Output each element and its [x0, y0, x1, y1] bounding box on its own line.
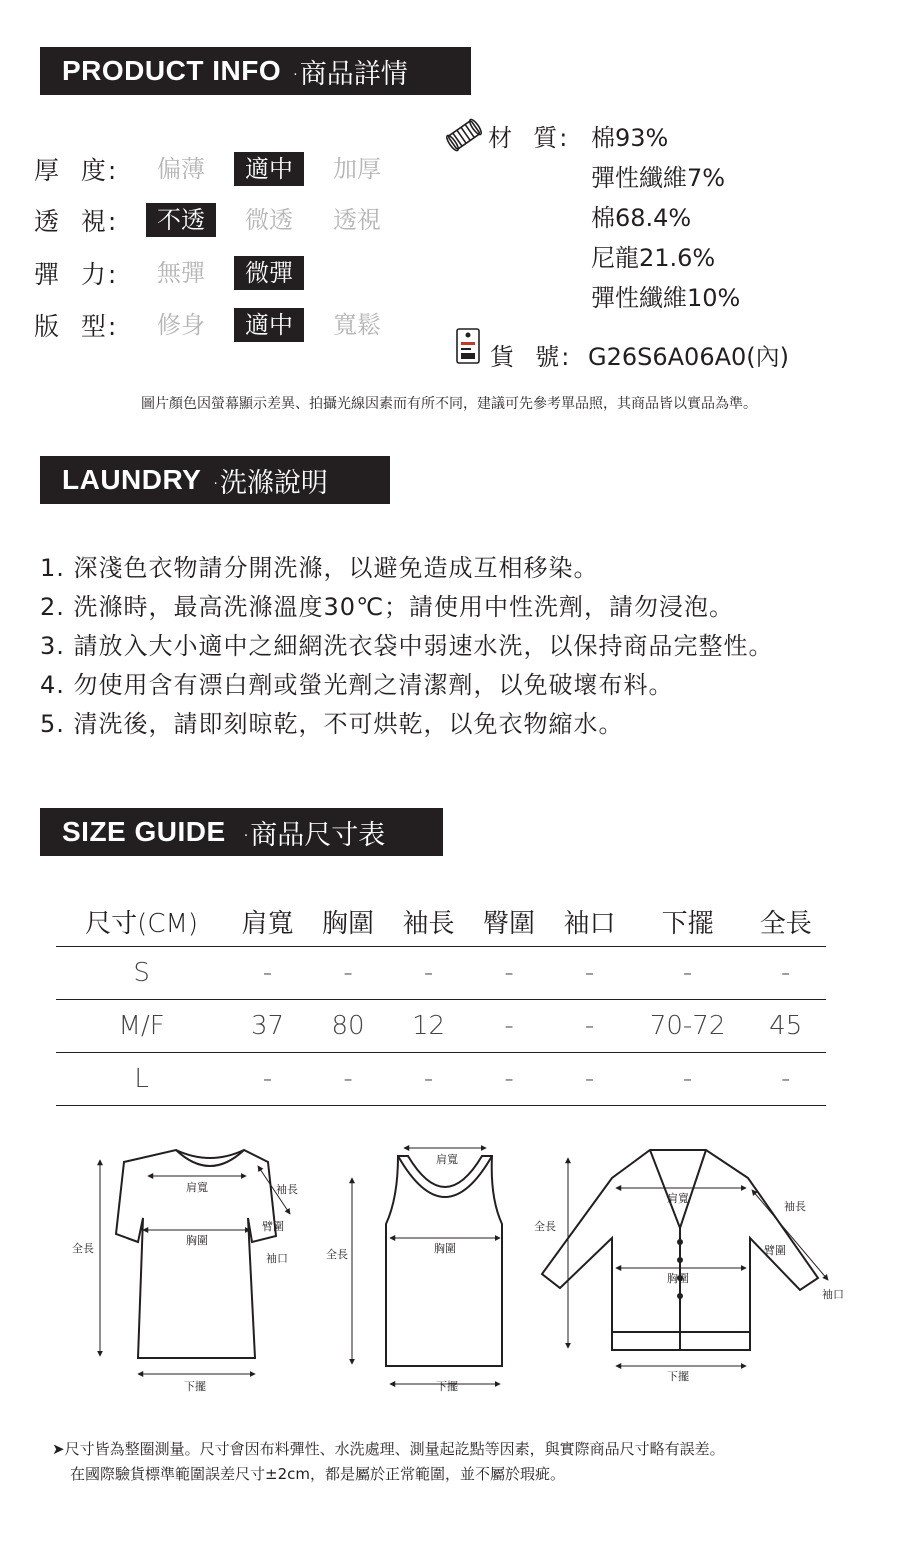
diagram-label-hem-1: 下擺 [184, 1380, 206, 1393]
size-guide-header [40, 808, 443, 856]
size-value-cell: - [388, 947, 469, 1000]
laundry-item: 3. 請放入大小適中之細網洗衣袋中弱速水洗，以保持商品完整性。 [40, 632, 774, 660]
attribute-option: 加厚 [333, 155, 381, 183]
size-label-cell: M/F [56, 1000, 227, 1053]
size-value-cell: - [549, 1000, 630, 1053]
diagram-label-cuff-1: 袖口 [266, 1252, 288, 1265]
size-value-cell: - [630, 1053, 746, 1106]
size-table-header [56, 896, 826, 947]
attribute-row [34, 203, 410, 237]
attribute-row [34, 152, 410, 186]
diagram-label-hem-2: 下擺 [436, 1380, 458, 1393]
material-label: 材 質: [488, 124, 570, 152]
attribute-option: 微透 [245, 206, 293, 234]
diagram-label-shoulder-2: 肩寬 [436, 1153, 458, 1166]
thread-icon [444, 118, 484, 156]
attribute-option-selected: 適中 [234, 152, 304, 186]
size-table-header-cell: 袖口 [549, 896, 630, 947]
size-table [56, 896, 826, 1106]
size-table-header-cell: 胸圍 [308, 896, 389, 947]
product-info-header [40, 47, 471, 95]
diagram-label-shoulder-1: 肩寬 [186, 1181, 208, 1194]
laundry-item: 2. 洗滌時，最高洗滌溫度30℃；請使用中性洗劑，請勿浸泡。 [40, 593, 735, 621]
size-value-cell: - [227, 947, 308, 1000]
size-value-cell: - [308, 947, 389, 1000]
size-value-cell: 12 [388, 1000, 469, 1053]
material-item: 彈性纖維7% [591, 164, 726, 192]
material-item: 彈性纖維10% [591, 284, 741, 312]
size-value-cell: - [549, 947, 630, 1000]
diagram-label-cuff-3: 袖口 [822, 1288, 844, 1301]
size-footnote-2: 在國際驗貨標準範圍誤差尺寸±2cm，都是屬於正常範圍，並不屬於瑕疵。 [70, 1465, 565, 1483]
attribute-option: 修身 [157, 311, 205, 339]
size-value-cell: - [469, 1000, 550, 1053]
attribute-row [34, 308, 410, 342]
diagram-label-sleeve-1: 袖長 [276, 1183, 298, 1196]
tag-icon [455, 327, 481, 369]
size-value-cell: 70-72 [630, 1000, 746, 1053]
diagram-label-shoulder-3: 肩寬 [667, 1192, 689, 1205]
diagram-label-arm-1: 臂圍 [262, 1220, 284, 1233]
attribute-option-selected: 不透 [146, 203, 216, 237]
size-guide-title-zh: ·商品尺寸表 [241, 819, 386, 851]
attribute-label: 透 視: [34, 207, 119, 236]
diagram-label-chest-3: 胸圍 [667, 1272, 689, 1285]
diagram-label-chest-1: 胸圍 [186, 1234, 208, 1247]
material-item: 尼龍21.6% [591, 244, 716, 272]
attribute-option-selected: 適中 [234, 308, 304, 342]
material-item: 棉68.4% [591, 204, 692, 232]
item-no-label: 貨 號: [490, 343, 572, 371]
size-table-header-cell: 全長 [745, 896, 826, 947]
tank-top-outline [386, 1156, 502, 1366]
size-value-cell: 45 [745, 1000, 826, 1053]
laundry-title-zh: ·洗滌說明 [211, 467, 328, 499]
product-info-title-zh: ·商品詳情 [291, 58, 408, 90]
item-no: G26S6A06A0(內) [588, 343, 790, 371]
diagram-label-hem-3: 下擺 [667, 1370, 689, 1383]
size-value-cell: - [630, 947, 746, 1000]
laundry-header [40, 456, 390, 504]
size-label-cell: L [56, 1053, 227, 1106]
size-guide-title-en: SIZE GUIDE [62, 816, 226, 847]
attribute-label: 厚 度: [34, 156, 119, 185]
laundry-item: 1. 深淺色衣物請分開洗滌，以避免造成互相移染。 [40, 554, 599, 582]
diagram-label-length-1: 全長 [72, 1242, 94, 1255]
material-item: 棉93% [591, 124, 669, 152]
color-disclaimer: 圖片顏色因螢幕顯示差異、拍攝光線因素而有所不同，建議可先參考單品照，其商品皆以實品為準。 [141, 396, 757, 412]
size-value-cell: - [745, 947, 826, 1000]
laundry-title-en: LAUNDRY [62, 464, 202, 495]
laundry-item: 5. 清洗後，請即刻晾乾，不可烘乾，以免衣物縮水。 [40, 710, 624, 738]
table-row [56, 1000, 826, 1053]
diagram-label-length-2: 全長 [326, 1248, 348, 1261]
diagram-label-sleeve-3: 袖長 [784, 1200, 806, 1213]
diagram-label-arm-3: 臂圍 [764, 1244, 786, 1257]
attribute-row [34, 256, 322, 290]
size-footnote-1: ➤尺寸皆為整圈測量。尺寸會因布料彈性、水洗處理、測量起訖點等因素，與實際商品尺寸略有誤差。 [52, 1440, 725, 1458]
diagram-label-length-3: 全長 [534, 1220, 556, 1233]
attribute-option: 偏薄 [157, 155, 205, 183]
table-row [56, 1053, 826, 1106]
diagram-label-chest-2: 胸圍 [434, 1242, 456, 1255]
garment-diagrams [0, 1138, 898, 1398]
size-value-cell: - [745, 1053, 826, 1106]
size-table-header-cell: 下擺 [630, 896, 746, 947]
size-value-cell: 80 [308, 1000, 389, 1053]
size-label-cell: S [56, 947, 227, 1000]
size-table-header-cell: 尺寸(CM) [56, 896, 227, 947]
size-table-header-cell: 肩寬 [227, 896, 308, 947]
laundry-item: 4. 勿使用含有漂白劑或螢光劑之清潔劑，以免破壞布料。 [40, 671, 674, 699]
size-value-cell: - [469, 947, 550, 1000]
size-value-cell: - [388, 1053, 469, 1106]
attribute-option-selected: 微彈 [234, 256, 304, 290]
size-value-cell: - [549, 1053, 630, 1106]
size-table-header-cell: 袖長 [388, 896, 469, 947]
attribute-option: 透視 [333, 206, 381, 234]
size-table-header-cell: 臀圍 [469, 896, 550, 947]
attribute-label: 版 型: [34, 312, 119, 341]
attribute-option: 無彈 [157, 259, 205, 287]
size-value-cell: - [308, 1053, 389, 1106]
table-row [56, 947, 826, 1000]
attribute-label: 彈 力: [34, 260, 119, 289]
size-value-cell: - [469, 1053, 550, 1106]
size-value-cell: - [227, 1053, 308, 1106]
attribute-option: 寬鬆 [333, 311, 381, 339]
product-info-title-en: PRODUCT INFO [62, 55, 282, 86]
size-value-cell: 37 [227, 1000, 308, 1053]
